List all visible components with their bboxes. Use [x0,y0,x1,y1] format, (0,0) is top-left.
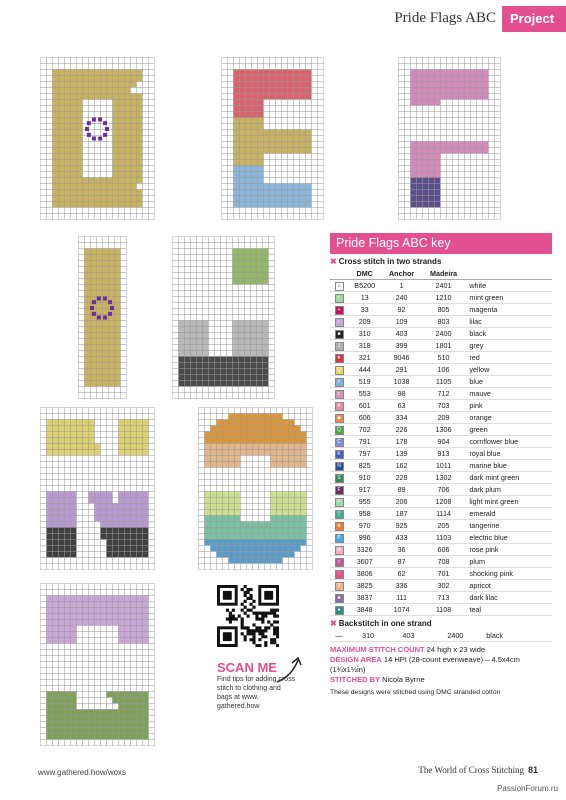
cell-dmc: 321 [348,352,381,364]
cell-name: tangerine [465,520,552,532]
table-row [330,364,552,376]
cell-anchor: 206 [381,496,421,508]
cell-name: emerald [465,508,552,520]
cell-anchor: 925 [381,520,421,532]
table-row [330,376,552,388]
cell-anchor: 1 [381,280,421,292]
letter-chart-d [40,57,155,220]
cell-anchor: 62 [381,568,421,580]
cell-anchor: 228 [381,472,421,484]
cell-madeira: 302 [422,580,466,592]
scan-text: Find tips for adding cross stitch to clothing and bags at www. gathered.how [217,676,296,710]
table-row [330,580,552,592]
cell-anchor: 111 [381,592,421,604]
table-row [330,484,552,496]
cross-icon: ✖ [330,257,337,266]
thread-symbol-icon: ■ [330,328,348,340]
table-row [330,520,552,532]
cell-name: lilac [465,316,552,328]
cell-name: red [465,352,552,364]
cell-anchor: 226 [381,424,421,436]
thread-symbol-icon: S [330,472,348,484]
cell-dmc: 917 [348,484,381,496]
thread-symbol-icon: K [330,400,348,412]
table-row [330,556,552,568]
cell-dmc: 3326 [348,544,381,556]
thread-symbol-icon: C [330,436,348,448]
cell-dmc: 702 [348,424,381,436]
chart-grid [198,407,313,570]
thread-symbol-icon: F [330,484,348,496]
heart-motif-stitch [108,300,112,304]
cell-name: blue [465,376,552,388]
scan-me-box [217,660,297,711]
cell-name: shocking pink [465,568,552,580]
thread-symbol-icon: ÷ [330,316,348,328]
thread-symbol-icon: ◆ [330,412,348,424]
cell-madeira: 205 [422,520,466,532]
heart-motif-stitch [108,312,112,316]
cell-name: rose pink [465,544,552,556]
chart-grid [40,583,155,746]
cell-name: apricot [465,580,552,592]
table-row [330,388,552,400]
cell-name: dark mint green [465,472,552,484]
section-tab: Project [502,6,566,32]
cell-madeira: 1210 [422,292,466,304]
heart-motif-stitch [103,316,107,320]
cell-dmc: 958 [348,508,381,520]
cell-anchor: 187 [381,508,421,520]
heart-motif-stitch [92,312,96,316]
cell-anchor: 336 [381,580,421,592]
table-row: — 310 403 2400 black [330,630,552,641]
qr-pattern [217,585,279,647]
chart-grid [40,407,155,570]
table-row [330,412,552,424]
cell-dmc: 209 [348,316,381,328]
backstitch-line-icon: — [330,630,348,641]
cell-madeira: 2400 [422,328,466,340]
cell-madeira: 913 [422,448,466,460]
cell-anchor: 98 [381,388,421,400]
cell-anchor: 9046 [381,352,421,364]
backstitch-table [330,630,552,642]
table-row [330,304,552,316]
thread-symbol-icon: c [330,388,348,400]
cell-name: magenta [465,304,552,316]
cell-madeira: 1302 [422,472,466,484]
thread-symbol-icon: Q [330,364,348,376]
table-row [330,280,552,292]
cell-dmc: 519 [348,376,381,388]
cell-dmc: 825 [348,460,381,472]
heart-motif-stitch [110,306,114,310]
cross-stitch-label: ✖ Cross stitch in two strands [330,257,442,266]
letter-chart-q [40,583,155,746]
cell-anchor: 240 [381,292,421,304]
table-row [330,340,552,352]
cell-name: green [465,424,552,436]
thread-symbol-icon: ∩ [330,280,348,292]
heart-motif-stitch [105,127,109,131]
cell-anchor: 433 [381,532,421,544]
thread-symbol-icon: 3 [330,580,348,592]
cell-madeira: 1114 [422,508,466,520]
cell-madeira: 701 [422,568,466,580]
cell-madeira: 2401 [422,280,466,292]
cell-name: mint green [465,292,552,304]
cell-madeira: 1306 [422,424,466,436]
cell-name: royal blue [465,448,552,460]
chart-grid [40,57,155,220]
table-row [330,316,552,328]
cell-dmc: 606 [348,412,381,424]
thread-symbol-icon: ★ [330,520,348,532]
heart-motif-stitch [90,306,94,310]
letter-chart-f [398,57,501,220]
cell-dmc: 3848 [348,604,381,616]
table-row [330,400,552,412]
cell-madeira: 1801 [422,340,466,352]
cell-anchor: 1038 [381,376,421,388]
page-number: 81 [527,765,538,775]
cell-madeira: 713 [422,592,466,604]
cell-dmc: 601 [348,400,381,412]
cell-madeira: 106 [422,364,466,376]
cell-anchor: 92 [381,304,421,316]
thread-symbol-icon: + [330,304,348,316]
cell-name: marine blue [465,460,552,472]
scan-title: SCAN ME [217,660,277,675]
heart-motif-stitch [85,127,89,131]
thread-symbol-icon: ♡ [330,568,348,580]
cell-dmc: 13 [348,292,381,304]
cell-dmc: 3607 [348,556,381,568]
heart-motif-stitch [97,296,101,300]
cell-name: orange [465,412,552,424]
thread-note: These designs were stitched using DMC stranded cotton [330,688,501,696]
letter-chart-e [221,57,324,220]
cell-madeira: 209 [422,412,466,424]
heart-motif-stitch [92,300,96,304]
table-row [330,592,552,604]
cell-dmc: 970 [348,520,381,532]
table-row [330,604,552,616]
cell-madeira: 1103 [422,532,466,544]
table-row [330,496,552,508]
thread-symbol-icon: r [330,292,348,304]
cell-name: teal [465,604,552,616]
table-row [330,328,552,340]
thread-symbol-icon: ♦ [330,604,348,616]
cell-madeira: 708 [422,556,466,568]
chart-grid [398,57,501,220]
heart-motif-stitch [87,133,91,137]
table-row [330,544,552,556]
cell-dmc: 3806 [348,568,381,580]
heart-motif-stitch [92,137,96,141]
cell-anchor: 89 [381,484,421,496]
heart-motif-stitch [98,117,102,121]
cross-icon: ✖ [330,619,337,628]
stitch-info: MAXIMUM STITCH COUNT 24 high x 23 wide DESIGN AREA 14 HPI (28-count evenweave) – 4.5x4cm (1¾x1½in) STITCHED BY Nicola Byrne [330,644,520,684]
cell-madeira: 1011 [422,460,466,472]
cell-dmc: 553 [348,388,381,400]
cell-name: pink [465,400,552,412]
cell-dmc: B5200 [348,280,381,292]
cell-madeira: 703 [422,400,466,412]
thread-symbol-icon: P [330,532,348,544]
table-row [330,508,552,520]
cell-name: white [465,280,552,292]
cell-name: electric blue [465,532,552,544]
thread-symbol-icon: J [330,340,348,352]
cell-dmc: 910 [348,472,381,484]
cell-dmc: 33 [348,304,381,316]
cell-name: dark plum [465,484,552,496]
watermark: PassionForum.ru [497,784,558,793]
cell-anchor: 109 [381,316,421,328]
heart-motif-stitch [97,316,101,320]
heart-motif-stitch [103,121,107,125]
thread-symbol-icon: ♣ [330,592,348,604]
chart-grid [172,236,275,399]
cell-madeira: 1108 [422,604,466,616]
table-row [330,352,552,364]
cell-dmc: 797 [348,448,381,460]
col-madeira: Madeira [422,268,466,280]
letter-chart-o [198,407,313,570]
cell-madeira: 803 [422,316,466,328]
chart-grid [221,57,324,220]
thread-symbol-icon: ♥ [330,352,348,364]
thread-symbol-icon: w [330,544,348,556]
key-title: Pride Flags ABC key [330,233,552,254]
cell-name: mauve [465,388,552,400]
cell-anchor: 1074 [381,604,421,616]
table-row [330,568,552,580]
cell-dmc: 318 [348,340,381,352]
thread-symbol-icon: t [330,376,348,388]
heart-motif-stitch [103,133,107,137]
cell-name: plum [465,556,552,568]
cell-name: black [465,328,552,340]
cell-dmc: 310 [348,328,381,340]
letter-chart-j [172,236,275,399]
thread-symbol-icon: ▽ [330,508,348,520]
thread-symbol-icon: P [330,496,348,508]
cell-madeira: 706 [422,484,466,496]
cell-name: yellow [465,364,552,376]
cell-anchor: 399 [381,340,421,352]
cell-dmc: 3837 [348,592,381,604]
cell-madeira: 1208 [422,496,466,508]
cell-anchor: 36 [381,544,421,556]
cell-dmc: 955 [348,496,381,508]
thread-symbol-icon: Q [330,424,348,436]
cell-name: cornflower blue [465,436,552,448]
cell-dmc: 996 [348,532,381,544]
letter-chart-i [78,236,127,399]
cell-madeira: 805 [422,304,466,316]
heart-motif-stitch [87,121,91,125]
cell-anchor: 139 [381,448,421,460]
cell-dmc: 444 [348,364,381,376]
stitch-key [330,233,552,696]
cell-anchor: 63 [381,400,421,412]
cell-anchor: 87 [381,556,421,568]
cell-anchor: 291 [381,364,421,376]
cell-anchor: 334 [381,412,421,424]
cell-name: grey [465,340,552,352]
cell-madeira: 712 [422,388,466,400]
heart-motif-stitch [92,117,96,121]
cell-name: dark lilac [465,592,552,604]
thread-symbol-icon: N [330,460,348,472]
letter-chart-n [40,407,155,570]
cell-madeira: 510 [422,352,466,364]
thread-symbol-icon: ☆ [330,556,348,568]
col-dmc: DMC [348,268,381,280]
cell-madeira: 1105 [422,376,466,388]
chart-grid [78,236,127,399]
table-row [330,424,552,436]
page-header-title: Pride Flags ABC [394,10,496,26]
table-row [330,472,552,484]
cell-madeira: 904 [422,436,466,448]
heart-motif-stitch [103,296,107,300]
cell-anchor: 403 [381,328,421,340]
table-row [330,460,552,472]
cell-anchor: 162 [381,460,421,472]
thread-table [330,268,552,616]
table-row [330,292,552,304]
heart-motif-stitch [98,137,102,141]
table-row [330,448,552,460]
cell-dmc: 791 [348,436,381,448]
cell-dmc: 3825 [348,580,381,592]
table-row [330,436,552,448]
thread-symbol-icon: K [330,448,348,460]
table-row [330,532,552,544]
col-anchor: Anchor [381,268,421,280]
backstitch-label: ✖ Backstitch in one strand [330,619,432,628]
footer-url[interactable]: www.gathered.how/woxs [38,768,127,777]
footer-magazine: The World of Cross Stitching 81 [418,765,538,775]
cell-name: light mint green [465,496,552,508]
qr-code[interactable] [217,585,279,647]
cell-madeira: 606 [422,544,466,556]
cell-anchor: 178 [381,436,421,448]
